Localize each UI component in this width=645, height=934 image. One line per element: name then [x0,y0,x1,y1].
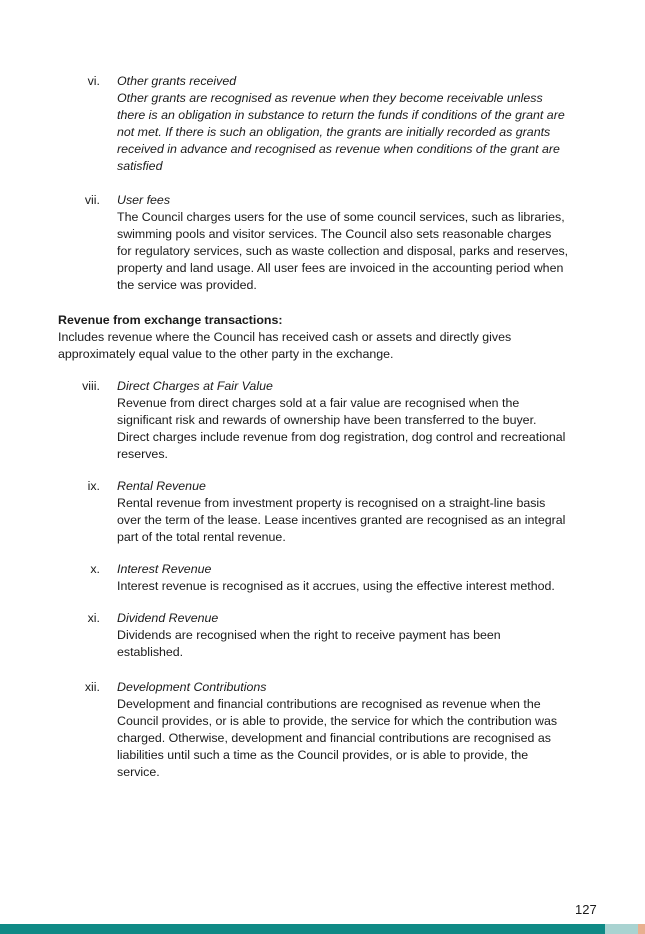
body-line: Rental revenue from investment property is recognised on a straight-line basis [117,496,546,510]
body-line: Dividends are recognised when the right to receive payment has been [117,628,501,642]
body-line: property and land usage. All user fees are invoiced in the accounting period when [117,261,564,275]
body-line: The Council charges users for the use of some council services, such as libraries, [117,210,565,224]
footer-bar-light [605,924,638,934]
body-line: Direct charges include revenue from dog registration, dog control and recreational [117,430,566,444]
item-body [117,209,597,294]
body-line: Development and financial contributions are recognised as revenue when the [117,697,541,711]
item-body [117,395,597,463]
item-body [117,90,597,175]
item-body [117,696,597,781]
section-heading: Revenue from exchange transactions: [58,313,283,327]
body-line: significant risk and rewards of ownership have been transferred to the buyer. [117,413,537,427]
body-line: Council provides, or is able to provide, the service for which the contribution was [117,714,558,728]
body-line: Other grants are recognised as revenue when they become receivable unless [117,91,543,105]
body-line: for regulatory services, such as waste collection and disposal, parks and reserves, [117,244,569,258]
item-title: Dividend Revenue [117,611,219,625]
item-title: Direct Charges at Fair Value [117,379,273,393]
item-title: Interest Revenue [117,562,212,576]
footer-bar [0,924,605,934]
body-line: liabilities until such a time as the Council provides, or is able to provide, the [117,748,529,762]
item-numeral: xii. [84,680,100,694]
item-numeral: viii. [82,379,100,393]
item-numeral: ix. [87,479,100,493]
body-line: established. [117,645,184,659]
body-line: satisfied [117,159,163,173]
item-numeral: x. [90,562,100,576]
body-line: swimming pools and visitor services. The Council also sets reasonable charges [117,227,552,241]
body-line: Revenue from direct charges sold at a fair value are recognised when the [117,396,520,410]
body-line: service. [117,765,160,779]
item-body [117,627,597,661]
section-line: Includes revenue where the Council has received cash or assets and directly gives [58,330,512,344]
item-numeral: vii. [84,193,100,207]
exchange-transactions-section [58,312,598,363]
body-line: received in advance and recognised as revenue when conditions of the grant are [117,142,560,156]
item-body [117,578,597,595]
item-title: User fees [117,193,171,207]
footer-bar-accent [638,924,645,934]
body-line: part of the total rental revenue. [117,530,286,544]
body-line: not met. If there is such an obligation, the grants are initially recorded as grants [117,125,551,139]
item-numeral: vi. [87,74,100,88]
item-numeral: xi. [87,611,100,625]
body-line: the service was provided. [117,278,257,292]
body-line: reserves. [117,447,168,461]
item-title: Other grants received [117,74,237,88]
body-line: over the term of the lease. Lease incentives granted are recognised as an integral [117,513,566,527]
item-title: Rental Revenue [117,479,206,493]
item-body [117,495,597,546]
body-line: Interest revenue is recognised as it accrues, using the effective interest method. [117,579,555,593]
section-line: approximately equal value to the other party in the exchange. [58,347,394,361]
body-line: charged. Otherwise, development and financial contributions are recognised as [117,731,551,745]
page-number: 127 [575,902,597,917]
item-title: Development Contributions [117,680,267,694]
body-line: there is an obligation in substance to return the funds if conditions of the grant are [117,108,565,122]
